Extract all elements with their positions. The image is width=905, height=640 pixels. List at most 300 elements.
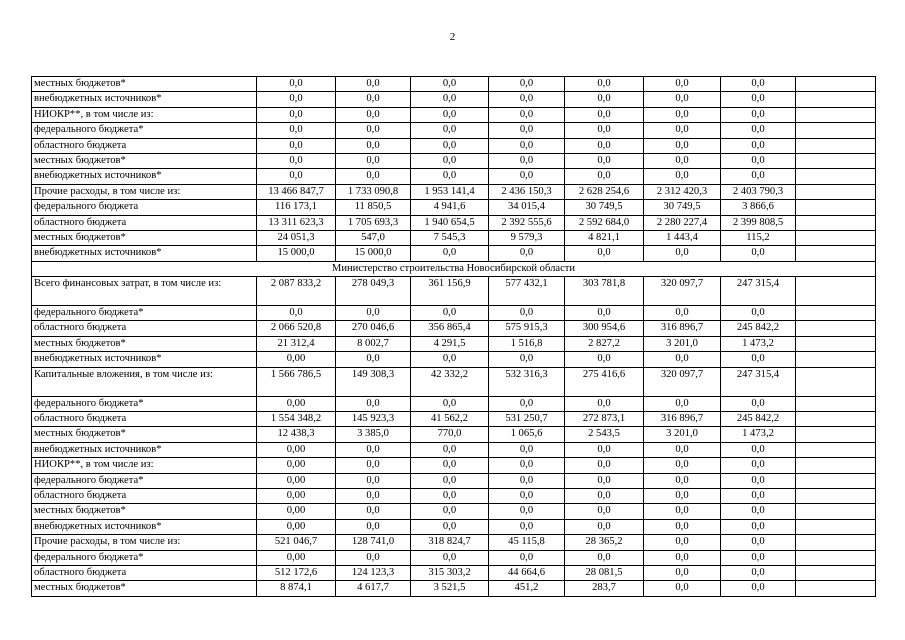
table-row [32,306,876,321]
value-cell: 0,0 [644,123,721,138]
table-row [32,442,876,457]
value-cell: 0,0 [489,77,565,92]
table-row [32,321,876,336]
table-row [32,565,876,580]
empty-cell [796,200,876,215]
value-cell: 2 628 254,6 [565,184,644,199]
value-cell: 0,0 [489,473,565,488]
table-row [32,427,876,442]
row-label: внебюджетных источников* [32,92,257,107]
row-label: областного бюджета [32,138,257,153]
empty-cell [796,581,876,596]
empty-cell [796,321,876,336]
row-label: НИОКР**, в том числе из: [32,458,257,473]
value-cell: 532 316,3 [489,367,565,396]
value-cell: 45 115,8 [489,535,565,550]
value-cell: 2 436 150,3 [489,184,565,199]
empty-cell [796,107,876,122]
value-cell: 315 303,2 [411,565,489,580]
table-row [32,336,876,351]
value-cell: 0,0 [336,107,411,122]
value-cell: 0,0 [489,519,565,534]
value-cell: 577 432,1 [489,277,565,306]
value-cell: 0,0 [644,473,721,488]
value-cell: 0,0 [411,550,489,565]
value-cell: 0,0 [411,138,489,153]
empty-cell [796,153,876,168]
value-cell: 0,0 [644,92,721,107]
empty-cell [796,535,876,550]
empty-cell [796,215,876,230]
empty-cell [796,336,876,351]
empty-cell [796,138,876,153]
row-label: федерального бюджета [32,200,257,215]
value-cell: 247 315,4 [721,277,796,306]
value-cell: 0,0 [336,169,411,184]
value-cell: 318 824,7 [411,535,489,550]
value-cell: 0,0 [721,535,796,550]
value-cell: 0,0 [411,473,489,488]
value-cell: 0,00 [257,550,336,565]
value-cell: 13 311 623,3 [257,215,336,230]
table-row [32,169,876,184]
value-cell: 0,0 [721,550,796,565]
value-cell: 320 097,7 [644,277,721,306]
value-cell: 1 443,4 [644,230,721,245]
row-label: областного бюджета [32,321,257,336]
value-cell: 0,0 [336,550,411,565]
value-cell: 0,0 [336,458,411,473]
value-cell: 0,0 [721,458,796,473]
value-cell: 0,0 [257,153,336,168]
value-cell: 124 123,3 [336,565,411,580]
value-cell: 521 046,7 [257,535,336,550]
value-cell: 41 562,2 [411,412,489,427]
value-cell: 3 385,0 [336,427,411,442]
table-row [32,123,876,138]
empty-cell [796,442,876,457]
row-label: внебюджетных источников* [32,169,257,184]
value-cell: 0,0 [257,92,336,107]
empty-cell [796,427,876,442]
value-cell: 0,0 [336,442,411,457]
section-title: Министерство строительства Новосибирской области [32,261,876,276]
empty-cell [796,473,876,488]
empty-cell [796,184,876,199]
table-row [32,367,876,396]
value-cell: 0,0 [565,153,644,168]
value-cell: 0,0 [336,519,411,534]
value-cell: 0,0 [411,396,489,411]
value-cell: 3 866,6 [721,200,796,215]
value-cell: 575 915,3 [489,321,565,336]
value-cell: 0,0 [644,107,721,122]
value-cell: 128 741,0 [336,535,411,550]
value-cell: 303 781,8 [565,277,644,306]
table-row [32,396,876,411]
value-cell: 0,0 [644,169,721,184]
row-label: федерального бюджета* [32,550,257,565]
row-label: внебюджетных источников* [32,246,257,261]
value-cell: 0,0 [336,396,411,411]
value-cell: 12 438,3 [257,427,336,442]
value-cell: 0,0 [411,123,489,138]
value-cell: 0,0 [489,92,565,107]
value-cell: 0,0 [644,581,721,596]
value-cell: 28 081,5 [565,565,644,580]
value-cell: 1 473,2 [721,336,796,351]
row-label: внебюджетных источников* [32,442,257,457]
row-label: Всего финансовых затрат, в том числе из: [32,277,257,306]
value-cell: 4 291,5 [411,336,489,351]
empty-cell [796,458,876,473]
row-label: областного бюджета [32,215,257,230]
value-cell: 0,0 [565,77,644,92]
value-cell: 316 896,7 [644,321,721,336]
value-cell: 0,0 [721,504,796,519]
value-cell: 115,2 [721,230,796,245]
value-cell: 0,0 [489,352,565,367]
value-cell: 0,0 [644,396,721,411]
value-cell: 0,0 [721,306,796,321]
row-label: внебюджетных источников* [32,519,257,534]
value-cell: 0,0 [489,123,565,138]
value-cell: 0,0 [565,306,644,321]
value-cell: 8 002,7 [336,336,411,351]
value-cell: 9 579,3 [489,230,565,245]
value-cell: 0,0 [489,458,565,473]
table-row [32,92,876,107]
value-cell: 0,0 [644,246,721,261]
empty-cell [796,123,876,138]
value-cell: 4 617,7 [336,581,411,596]
row-label: федерального бюджета* [32,123,257,138]
value-cell: 0,0 [257,306,336,321]
empty-cell [796,396,876,411]
value-cell: 275 416,6 [565,367,644,396]
value-cell: 0,0 [411,306,489,321]
value-cell: 245 842,2 [721,321,796,336]
row-label: внебюджетных источников* [32,352,257,367]
value-cell: 0,0 [489,396,565,411]
value-cell: 0,0 [565,123,644,138]
row-label: федерального бюджета* [32,396,257,411]
value-cell: 1 554 348,2 [257,412,336,427]
value-cell: 34 015,4 [489,200,565,215]
table-row [32,519,876,534]
value-cell: 0,0 [565,504,644,519]
value-cell: 0,0 [565,519,644,534]
value-cell: 361 156,9 [411,277,489,306]
value-cell: 1 473,2 [721,427,796,442]
empty-cell [796,230,876,245]
value-cell: 0,0 [721,519,796,534]
value-cell: 2 827,2 [565,336,644,351]
value-cell: 1 516,8 [489,336,565,351]
value-cell: 0,0 [336,123,411,138]
value-cell: 0,0 [721,246,796,261]
section-header-row [32,261,876,276]
value-cell: 0,0 [565,169,644,184]
value-cell: 30 749,5 [565,200,644,215]
value-cell: 451,2 [489,581,565,596]
value-cell: 0,0 [336,488,411,503]
empty-cell [796,412,876,427]
row-label: местных бюджетов* [32,230,257,245]
row-label: федерального бюджета* [32,306,257,321]
value-cell: 11 850,5 [336,200,411,215]
table-row [32,184,876,199]
budget-table [31,76,876,597]
value-cell: 0,0 [411,504,489,519]
value-cell: 21 312,4 [257,336,336,351]
table-row [32,504,876,519]
value-cell: 0,0 [336,138,411,153]
value-cell: 0,0 [644,535,721,550]
empty-cell [796,352,876,367]
value-cell: 0,0 [411,246,489,261]
value-cell: 0,0 [721,488,796,503]
table-row [32,458,876,473]
value-cell: 0,0 [721,581,796,596]
value-cell: 28 365,2 [565,535,644,550]
value-cell: 15 000,0 [257,246,336,261]
value-cell: 13 466 847,7 [257,184,336,199]
value-cell: 2 592 684,0 [565,215,644,230]
value-cell: 1 065,6 [489,427,565,442]
value-cell: 0,0 [644,306,721,321]
value-cell: 0,0 [565,352,644,367]
value-cell: 0,0 [565,473,644,488]
row-label: местных бюджетов* [32,581,257,596]
value-cell: 1 566 786,5 [257,367,336,396]
value-cell: 356 865,4 [411,321,489,336]
value-cell: 4 941,6 [411,200,489,215]
row-label: федерального бюджета* [32,473,257,488]
value-cell: 0,0 [411,92,489,107]
value-cell: 0,0 [257,123,336,138]
value-cell: 0,0 [411,153,489,168]
value-cell: 0,0 [644,565,721,580]
value-cell: 0,0 [721,352,796,367]
row-label: областного бюджета [32,412,257,427]
value-cell: 0,0 [489,488,565,503]
value-cell: 283,7 [565,581,644,596]
value-cell: 0,0 [411,77,489,92]
value-cell: 0,0 [644,550,721,565]
table-row [32,200,876,215]
value-cell: 0,0 [721,442,796,457]
row-label: местных бюджетов* [32,504,257,519]
value-cell: 30 749,5 [644,200,721,215]
value-cell: 1 940 654,5 [411,215,489,230]
value-cell: 0,0 [565,92,644,107]
empty-cell [796,550,876,565]
value-cell: 278 049,3 [336,277,411,306]
value-cell: 0,0 [336,306,411,321]
table-row [32,230,876,245]
value-cell: 3 201,0 [644,336,721,351]
value-cell: 0,0 [644,352,721,367]
row-label: Прочие расходы, в том числе из: [32,535,257,550]
value-cell: 0,0 [565,550,644,565]
value-cell: 0,0 [336,473,411,488]
value-cell: 770,0 [411,427,489,442]
table-row [32,277,876,306]
value-cell: 2 312 420,3 [644,184,721,199]
empty-cell [796,504,876,519]
empty-cell [796,246,876,261]
value-cell: 0,00 [257,473,336,488]
value-cell: 0,0 [336,153,411,168]
value-cell: 24 051,3 [257,230,336,245]
value-cell: 247 315,4 [721,367,796,396]
value-cell: 512 172,6 [257,565,336,580]
value-cell: 0,0 [644,458,721,473]
value-cell: 2 543,5 [565,427,644,442]
row-label: местных бюджетов* [32,336,257,351]
value-cell: 0,00 [257,396,336,411]
value-cell: 0,0 [411,107,489,122]
table-row [32,473,876,488]
value-cell: 0,0 [721,153,796,168]
row-label: НИОКР**, в том числе из: [32,107,257,122]
table-row [32,535,876,550]
value-cell: 3 201,0 [644,427,721,442]
value-cell: 0,0 [257,138,336,153]
value-cell: 0,0 [336,352,411,367]
value-cell: 0,0 [721,138,796,153]
value-cell: 0,0 [565,488,644,503]
value-cell: 0,0 [721,565,796,580]
value-cell: 7 545,3 [411,230,489,245]
value-cell: 116 173,1 [257,200,336,215]
value-cell: 0,0 [411,488,489,503]
page-number: 2 [449,31,456,43]
value-cell: 531 250,7 [489,412,565,427]
value-cell: 15 000,0 [336,246,411,261]
value-cell: 0,0 [565,396,644,411]
value-cell: 0,0 [489,550,565,565]
empty-cell [796,488,876,503]
value-cell: 0,00 [257,352,336,367]
table-row [32,412,876,427]
value-cell: 0,0 [411,169,489,184]
value-cell: 145 923,3 [336,412,411,427]
value-cell: 0,0 [721,77,796,92]
value-cell: 0,0 [489,504,565,519]
table-row [32,153,876,168]
value-cell: 0,0 [489,153,565,168]
row-label: областного бюджета [32,565,257,580]
row-label: Прочие расходы, в том числе из: [32,184,257,199]
value-cell: 0,0 [336,504,411,519]
value-cell: 0,0 [644,442,721,457]
value-cell: 0,0 [257,77,336,92]
empty-cell [796,565,876,580]
value-cell: 0,0 [565,442,644,457]
empty-cell [796,519,876,534]
table-row [32,488,876,503]
value-cell: 270 046,6 [336,321,411,336]
value-cell: 0,00 [257,442,336,457]
value-cell: 2 403 790,3 [721,184,796,199]
value-cell: 2 087 833,2 [257,277,336,306]
value-cell: 0,0 [721,123,796,138]
value-cell: 0,0 [565,246,644,261]
value-cell: 0,0 [644,77,721,92]
value-cell: 1 733 090,8 [336,184,411,199]
value-cell: 0,0 [721,473,796,488]
table-row [32,107,876,122]
table-row [32,215,876,230]
table-row [32,581,876,596]
value-cell: 0,0 [489,246,565,261]
row-label: областного бюджета [32,488,257,503]
value-cell: 0,0 [411,458,489,473]
value-cell: 0,0 [489,107,565,122]
table-row [32,138,876,153]
value-cell: 245 842,2 [721,412,796,427]
value-cell: 0,0 [489,169,565,184]
value-cell: 2 392 555,6 [489,215,565,230]
row-label: местных бюджетов* [32,77,257,92]
empty-cell [796,92,876,107]
value-cell: 300 954,6 [565,321,644,336]
value-cell: 320 097,7 [644,367,721,396]
value-cell: 0,0 [336,77,411,92]
value-cell: 42 332,2 [411,367,489,396]
value-cell: 0,0 [644,488,721,503]
value-cell: 316 896,7 [644,412,721,427]
value-cell: 0,00 [257,488,336,503]
value-cell: 0,0 [489,138,565,153]
empty-cell [796,277,876,306]
table-row [32,550,876,565]
value-cell: 0,00 [257,519,336,534]
table-row [32,352,876,367]
empty-cell [796,306,876,321]
value-cell: 0,0 [644,138,721,153]
value-cell: 0,0 [411,442,489,457]
value-cell: 149 308,3 [336,367,411,396]
value-cell: 0,0 [721,169,796,184]
value-cell: 0,0 [644,504,721,519]
table-row [32,77,876,92]
value-cell: 0,0 [721,92,796,107]
value-cell: 3 521,5 [411,581,489,596]
value-cell: 0,0 [644,153,721,168]
value-cell: 0,0 [411,519,489,534]
value-cell: 0,0 [721,107,796,122]
value-cell: 0,0 [565,458,644,473]
value-cell: 1 705 693,3 [336,215,411,230]
value-cell: 2 066 520,8 [257,321,336,336]
empty-cell [796,169,876,184]
value-cell: 272 873,1 [565,412,644,427]
value-cell: 0,0 [565,138,644,153]
empty-cell [796,367,876,396]
value-cell: 547,0 [336,230,411,245]
table-row [32,246,876,261]
empty-cell [796,77,876,92]
row-label: местных бюджетов* [32,427,257,442]
row-label: Капитальные вложения, в том числе из: [32,367,257,396]
value-cell: 1 953 141,4 [411,184,489,199]
value-cell: 0,00 [257,458,336,473]
value-cell: 2 280 227,4 [644,215,721,230]
value-cell: 0,0 [257,107,336,122]
